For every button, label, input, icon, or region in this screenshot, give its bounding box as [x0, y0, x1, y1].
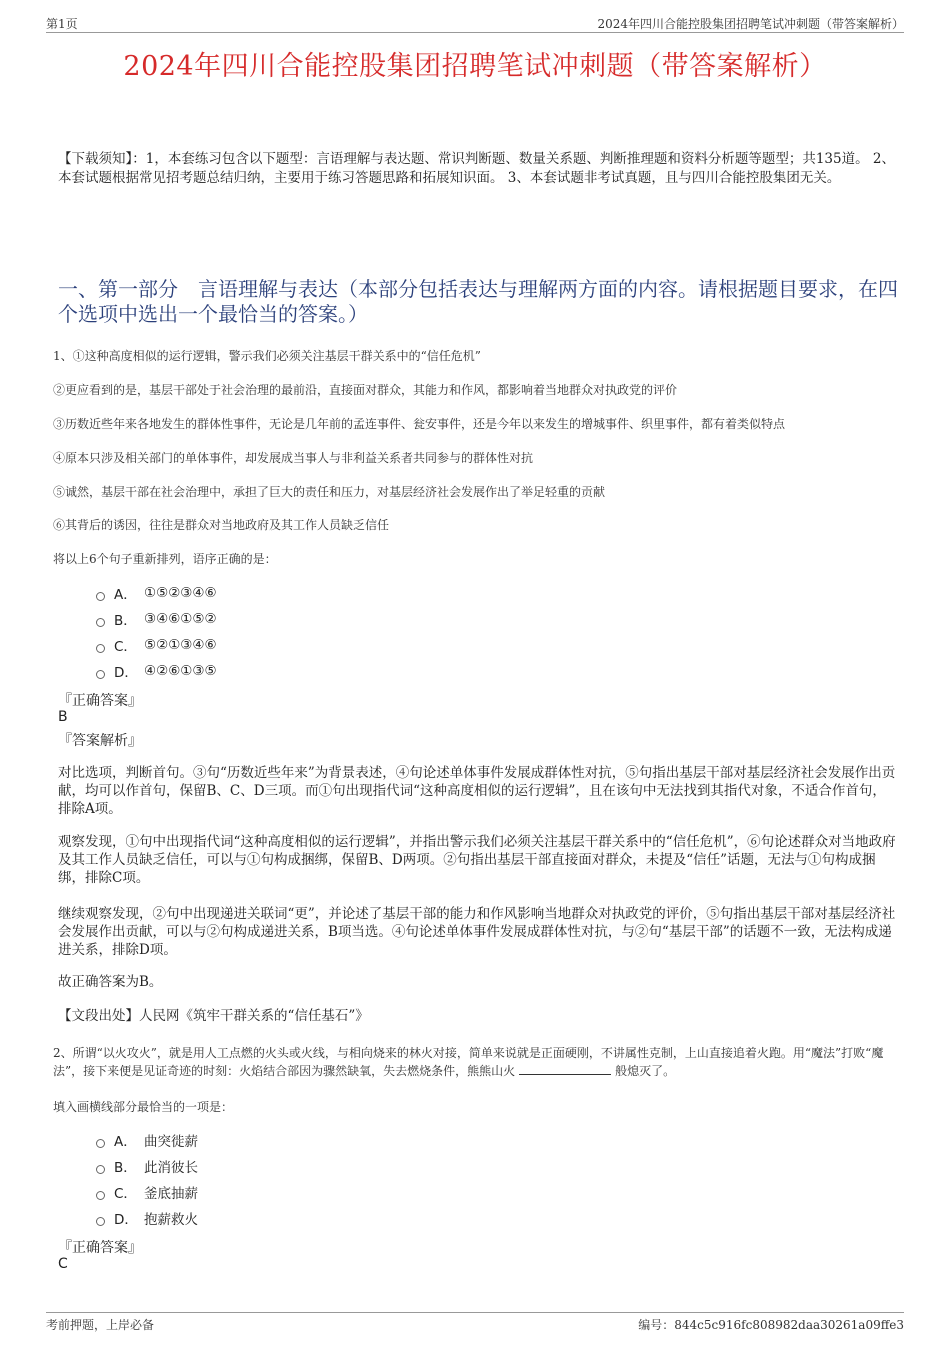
q1-options [96, 580, 217, 684]
download-notice: 【下载须知】：1，本套练习包含以下题型：言语理解与表达题、常识判断题、数量关系题、判断推理题和资料分析题等题型；共135道。 2、本套试题根据常见招考题总结归纳，主要用于练习答题思路和拓展知识面。 3、本套试题非考试真题，且与四川合能控股集团无关。 [58, 151, 895, 186]
q1-sentence-2: ②更应看到的是，基层干部处于社会治理的最前沿，直接面对群众，其能力和作风，都影响着当地群众对执政党的评价 [53, 383, 678, 397]
q1-sentence-5: ⑤诚然，基层干部在社会治理中，承担了巨大的责任和压力，对基层经济社会发展作出了举足轻重的贡献 [53, 485, 606, 499]
q1-option-d[interactable] [96, 658, 217, 684]
radio-icon[interactable] [96, 592, 105, 601]
q1-option-c[interactable] [96, 632, 217, 658]
header-doc-title: 2024年四川合能控股集团招聘笔试冲刺题（带答案解析） [597, 17, 904, 31]
radio-icon[interactable] [96, 1217, 105, 1226]
q1-answer: B [58, 709, 68, 725]
radio-icon[interactable] [96, 644, 105, 653]
q1-analysis-p2: 观察发现，①句中出现指代词“这种高度相似的运行逻辑”，并指出警示我们必须关注基层干群关系中的“信任危机”，⑥句论述群众对当地政府及其工作人员缺乏信任，可以与①句构成捆绑，保留B、D两项。②句指出基层干部直接面对群众，未提及“信任”话题，无法与①句构成捆绑，排除C项。 [58, 834, 896, 886]
q2-option-a[interactable] [96, 1127, 198, 1153]
q1-option-b[interactable] [96, 606, 217, 632]
q2-options [96, 1127, 198, 1231]
option-letter: D． [114, 665, 138, 681]
footer-serial: 编号：844c5c916fc808982daa30261a09ffe3 [638, 1318, 904, 1332]
q1-answer-label: 『正确答案』 [58, 693, 142, 709]
option-letter: A． [114, 1134, 137, 1150]
q1-analysis-label: 『答案解析』 [58, 733, 142, 749]
q2-option-b[interactable] [96, 1153, 198, 1179]
option-text: ①⑤②③④⑥ [144, 585, 217, 601]
radio-icon[interactable] [96, 1165, 105, 1174]
q2-answer-label: 『正确答案』 [58, 1240, 142, 1256]
q1-prompt: 将以上6个句子重新排列，语序正确的是： [53, 552, 277, 566]
q2-prompt: 填入画横线部分最恰当的一项是： [53, 1100, 234, 1114]
q1-sentence-4: ④原本只涉及相关部门的单体事件，却发展成当事人与非利益关系者共同参与的群体性对抗 [53, 451, 534, 465]
radio-icon[interactable] [96, 670, 105, 679]
document-title: 2024年四川合能控股集团招聘笔试冲刺题（带答案解析） [123, 51, 827, 82]
radio-icon[interactable] [96, 1139, 105, 1148]
q2-stem-before: 2、所谓“以火攻火”，就是用人工点燃的火头或火线，与相向烧来的林火对接，简单来说就是正面硬刚，不讲属性克制，上山直接追着火跑。用“魔法”打败“魔法”，接下来便是见证奇迹的时刻：火焰结合部因为骤然缺氧，失去燃烧条件，熊熊山火 [53, 1046, 884, 1078]
page-header [46, 14, 904, 33]
option-letter: B． [114, 613, 137, 629]
q1-sentence-6: ⑥其背后的诱因，往往是群众对当地政府及其工作人员缺乏信任 [53, 518, 390, 532]
q2-stem [53, 1044, 898, 1080]
q1-conclusion: 故正确答案为B。 [58, 974, 163, 990]
q1-analysis-p3: 继续观察发现，②句中出现递进关联词“更”，并论述了基层干部的能力和作风影响当地群众对执政党的评价，⑤句指出基层干部对基层经济社会发展作出贡献，可以与②句构成递进关系，B项当选。④句论述单体事件发展成群体性对抗，与②句“基层干部”的话题不一致，无法构成递进关系，排除D项。 [58, 906, 896, 958]
footer-slogan: 考前押题，上岸必备 [46, 1318, 155, 1332]
q1-sentence-3: ③历数近些年来各地发生的群体性事件，无论是几年前的孟连事件、瓮安事件，还是今年以来发生的增城事件、织里事件，都有着类似特点 [53, 417, 786, 431]
option-text: 釜底抽薪 [144, 1186, 198, 1202]
radio-icon[interactable] [96, 618, 105, 627]
option-text: ⑤②①③④⑥ [144, 637, 217, 653]
q1-sentence-1: 1、①这种高度相似的运行逻辑，警示我们必须关注基层干群关系中的“信任危机” [53, 349, 481, 363]
section-heading: 一、第一部分 言语理解与表达（本部分包括表达与理解两方面的内容。请根据题目要求，在四个选项中选出一个最恰当的答案。） [58, 277, 898, 326]
page-footer [46, 1312, 904, 1333]
option-text: 抱薪救火 [144, 1212, 198, 1228]
q2-option-c[interactable] [96, 1179, 198, 1205]
q2-stem-after: 般熄灭了。 [615, 1064, 676, 1078]
option-text: 曲突徙薪 [144, 1134, 198, 1150]
q1-option-a[interactable] [96, 580, 217, 606]
option-letter: C． [114, 1186, 137, 1202]
option-text: ③④⑥①⑤② [144, 611, 217, 627]
q2-answer: C [58, 1256, 68, 1272]
q2-option-d[interactable] [96, 1205, 198, 1231]
option-letter: A． [114, 587, 137, 603]
option-text: ④②⑥①③⑤ [144, 663, 217, 679]
option-letter: C． [114, 639, 137, 655]
q1-source: 【文段出处】人民网《筑牢干群关系的“信任基石”》 [58, 1008, 369, 1024]
page-number: 第1页 [46, 17, 78, 31]
fill-blank [519, 1063, 611, 1075]
option-letter: B． [114, 1160, 137, 1176]
option-letter: D． [114, 1212, 138, 1228]
option-text: 此消彼长 [144, 1160, 198, 1176]
radio-icon[interactable] [96, 1191, 105, 1200]
q1-analysis-p1: 对比选项，判断首句。③句“历数近些年来”为背景表述，④句论述单体事件发展成群体性对抗，⑤句指出基层干部对基层经济社会发展作出贡献，均可以作首句，保留B、C、D三项。而①句出现指代词“这种高度相似的运行逻辑”，且在该句中无法找到其指代对象，不适合作首句，排除A项。 [58, 765, 896, 817]
